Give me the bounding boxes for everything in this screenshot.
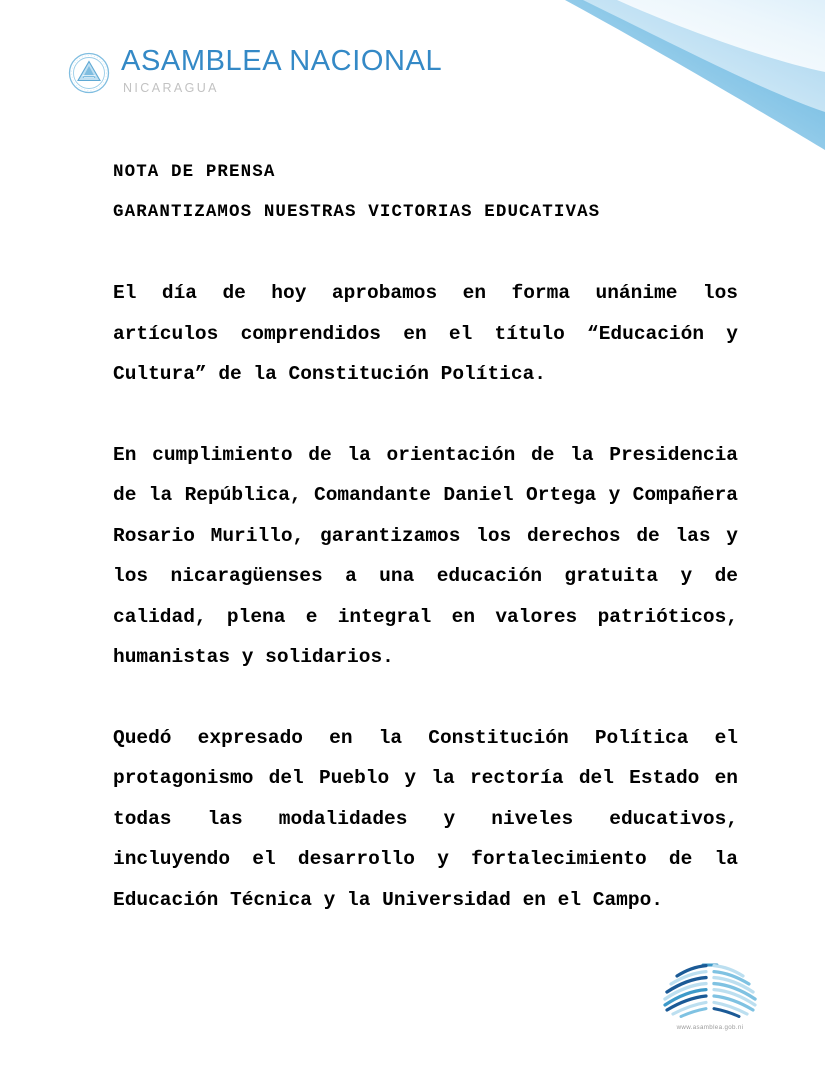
- paragraph-3: Quedó expresado en la Constitución Política el protagonismo del Pueblo y la rectoría del Estado en todas las modalidades y niveles educativos, incluyendo el desarrollo y fortalecimiento de la Educación Técnica y la Universidad en el Campo.: [113, 726, 738, 911]
- press-release-body: [113, 152, 738, 920]
- national-assembly-seal-icon: [68, 52, 110, 94]
- brand-title: ASAMBLEA NACIONAL: [121, 45, 443, 77]
- document-title-heading: GARANTIZAMOS NUESTRAS VICTORIAS EDUCATIVAS: [113, 202, 601, 222]
- swoosh-band-middle: [583, 0, 825, 112]
- footer-website-url: www.asamblea.gob.ni: [676, 1024, 744, 1031]
- footer-branding: [655, 958, 765, 1031]
- swoosh-band-inner: [617, 0, 825, 72]
- brand-subtitle: NICARAGUA: [123, 81, 219, 96]
- header-decoration: [525, 0, 825, 150]
- swoosh-band-outer: [565, 0, 825, 150]
- assembly-dome-icon: [655, 958, 765, 1020]
- paragraph-1: El día de hoy aprobamos en forma unánime los artículos comprendidos en el título “Educación y Cultura” de la Constitución Política.: [113, 282, 738, 385]
- letterhead: [68, 46, 442, 95]
- document-type-heading: NOTA DE PRENSA: [113, 162, 276, 182]
- paragraph-2: En cumplimiento de la orientación de la Presidencia de la República, Comandante Daniel Ortega y Compañera Rosario Murillo, garantizamos los derechos de las y los nicaragüenses a una educación gratuita y de calidad, plena e integral en valores patrióticos, humanistas y solidarios.: [113, 443, 738, 668]
